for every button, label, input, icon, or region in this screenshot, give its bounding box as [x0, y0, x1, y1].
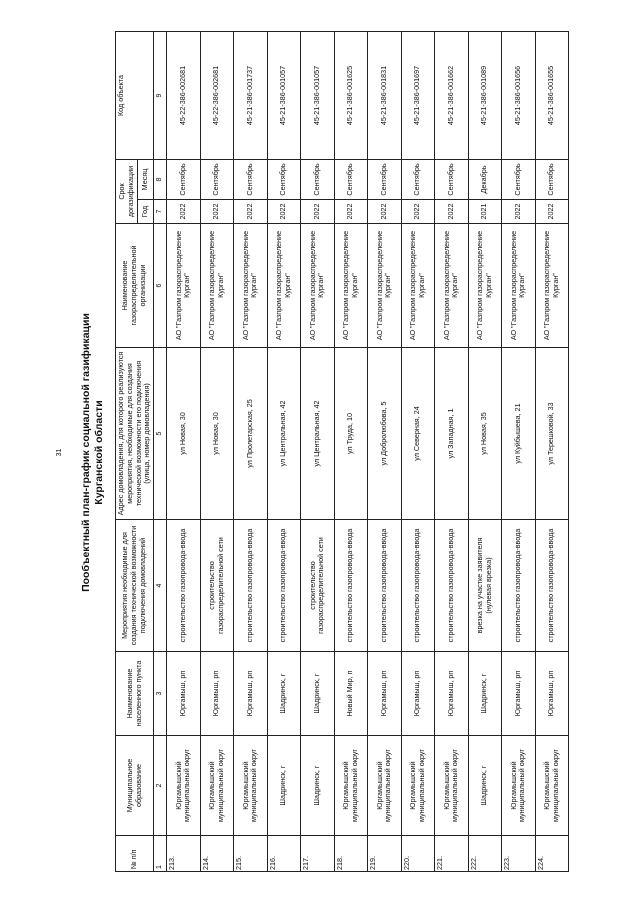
row-code: 45-22-386-002681: [200, 32, 234, 160]
column-number: 1: [154, 836, 167, 872]
row-num: 223.: [502, 836, 536, 872]
row-num: 216.: [267, 836, 301, 872]
row-address: ул Новая, 35: [468, 348, 502, 520]
row-settlement: Шадринск, г: [301, 652, 335, 736]
row-month: Декабрь: [468, 160, 502, 200]
row-org: АО "Газпром газораспределение Курган": [401, 224, 435, 348]
row-measures: врезка на участке заявителя (нулевая врезка): [468, 520, 502, 652]
column-number: 4: [154, 520, 167, 652]
row-municipality: Юргамышский муниципальный округ: [334, 736, 368, 836]
header-settlement: Наименование населенного пункта: [116, 652, 154, 736]
header-address: Адрес домовладения, для которого реализуются мероприятия, необходимые для создания технической возможности его подключения (улица, номер домовладения): [116, 348, 154, 520]
row-settlement: Шадринск, г: [468, 652, 502, 736]
row-municipality: Юргамышский муниципальный округ: [368, 736, 402, 836]
row-num: 221.: [435, 836, 469, 872]
row-num: 218.: [334, 836, 368, 872]
row-measures: строительство газораспределительной сети: [301, 520, 335, 652]
row-year: 2022: [200, 200, 234, 224]
column-number: 7: [154, 200, 167, 224]
row-code: 45-21-386-001625: [334, 32, 368, 160]
row-measures: строительство газопровода-ввода: [234, 520, 268, 652]
table-row: [435, 32, 469, 872]
row-code: 45-21-386-001057: [301, 32, 335, 160]
row-address: ул Добролюбова, 5: [368, 348, 402, 520]
header-term: Срок догазификации: [116, 160, 138, 224]
row-year: 2022: [502, 200, 536, 224]
row-measures: строительство газопровода-ввода: [334, 520, 368, 652]
row-year: 2022: [167, 200, 201, 224]
row-municipality: Шадринск, г: [468, 736, 502, 836]
table-row: [368, 32, 402, 872]
row-municipality: Шадринск, г: [267, 736, 301, 836]
column-number: 3: [154, 652, 167, 736]
column-number: 2: [154, 736, 167, 836]
row-num: 213.: [167, 836, 201, 872]
row-municipality: Юргамышский муниципальный округ: [200, 736, 234, 836]
column-number: 9: [154, 32, 167, 160]
gasification-schedule-table: [115, 31, 569, 872]
row-municipality: Юргамышский муниципальный округ: [234, 736, 268, 836]
row-measures: строительство газопровода-ввода: [502, 520, 536, 652]
row-municipality: Юргамышский муниципальный округ: [401, 736, 435, 836]
row-code: 45-21-386-001662: [435, 32, 469, 160]
document-title-line1: Пообъектный план-график социальной газификации: [80, 313, 92, 592]
row-municipality: Юргамышский муниципальный округ: [435, 736, 469, 836]
document-title-line2: Курганской области: [93, 400, 105, 505]
table-row: [200, 32, 234, 872]
row-num: 214.: [200, 836, 234, 872]
row-org: АО "Газпром газораспределение Курган": [468, 224, 502, 348]
row-year: 2022: [234, 200, 268, 224]
row-year: 2022: [435, 200, 469, 224]
row-org: АО "Газпром газораспределение Курган": [301, 224, 335, 348]
header-org: Наименование газораспределительной организации: [116, 224, 154, 348]
row-address: ул Труда, 10: [334, 348, 368, 520]
row-address: ул Новая, 30: [167, 348, 201, 520]
row-municipality: Юргамышский муниципальный округ: [535, 736, 569, 836]
row-year: 2022: [401, 200, 435, 224]
table-body: [167, 32, 569, 872]
table-row: [535, 32, 569, 872]
row-month: Сентябрь: [200, 160, 234, 200]
row-measures: строительство газораспределительной сети: [200, 520, 234, 652]
header-municipality: Муниципальное образование: [116, 736, 154, 836]
header-code: Код объекта: [116, 32, 154, 160]
row-org: АО "Газпром газораспределение Курган": [234, 224, 268, 348]
row-settlement: Юргамыш, рп: [535, 652, 569, 736]
row-org: АО "Газпром газораспределение Курган": [368, 224, 402, 348]
row-code: 45-21-386-001697: [401, 32, 435, 160]
row-address: ул Пролетарская, 25: [234, 348, 268, 520]
row-settlement: Шадринск, г: [267, 652, 301, 736]
row-settlement: Юргамыш, рп: [435, 652, 469, 736]
row-code: 45-21-386-001737: [234, 32, 268, 160]
row-measures: строительство газопровода-ввода: [167, 520, 201, 652]
row-address: ул Центральная, 42: [267, 348, 301, 520]
row-settlement: Юргамыш, рп: [167, 652, 201, 736]
header-month: Месяц: [138, 160, 154, 200]
table-row: [167, 32, 201, 872]
table-row: [502, 32, 536, 872]
table-row: [401, 32, 435, 872]
row-settlement: Юргамыш, рп: [401, 652, 435, 736]
row-month: Сентябрь: [234, 160, 268, 200]
row-org: АО "Газпром газораспределение Курган": [334, 224, 368, 348]
row-org: АО "Газпром газораспределение Курган": [167, 224, 201, 348]
row-code: 45-21-386-001089: [468, 32, 502, 160]
row-measures: строительство газопровода-ввода: [435, 520, 469, 652]
row-num: 224.: [535, 836, 569, 872]
row-org: АО "Газпром газораспределение Курган": [435, 224, 469, 348]
row-num: 219.: [368, 836, 402, 872]
row-year: 2022: [301, 200, 335, 224]
row-address: ул Центральная, 42: [301, 348, 335, 520]
header-year: Год: [138, 200, 154, 224]
row-municipality: Юргамышский муниципальный округ: [502, 736, 536, 836]
row-org: АО "Газпром газораспределение Курган": [267, 224, 301, 348]
page-number: 31: [56, 448, 63, 457]
row-address: ул Новая, 30: [200, 348, 234, 520]
row-code: 45-21-386-001655: [535, 32, 569, 160]
row-num: 217.: [301, 836, 335, 872]
table-row: [468, 32, 502, 872]
row-org: АО "Газпром газораспределение Курган": [502, 224, 536, 348]
row-code: 45-21-386-001057: [267, 32, 301, 160]
header-measures: Мероприятия необходимые для создания технической возможности подключения домовладений: [116, 520, 154, 652]
row-month: Сентябрь: [167, 160, 201, 200]
row-month: Сентябрь: [368, 160, 402, 200]
row-month: Сентябрь: [502, 160, 536, 200]
row-num: 222.: [468, 836, 502, 872]
row-month: Сентябрь: [435, 160, 469, 200]
row-year: 2022: [334, 200, 368, 224]
row-measures: строительство газопровода-ввода: [401, 520, 435, 652]
row-measures: строительство газопровода-ввода: [535, 520, 569, 652]
row-measures: строительство газопровода-ввода: [267, 520, 301, 652]
row-org: АО "Газпром газораспределение Курган": [535, 224, 569, 348]
row-settlement: Юргамыш, рп: [234, 652, 268, 736]
row-code: 45-21-386-001831: [368, 32, 402, 160]
row-month: Сентябрь: [334, 160, 368, 200]
table-row: [334, 32, 368, 872]
row-month: Сентябрь: [301, 160, 335, 200]
row-year: 2022: [535, 200, 569, 224]
row-year: 2022: [368, 200, 402, 224]
row-settlement: Юргамыш, рп: [368, 652, 402, 736]
column-number: 5: [154, 348, 167, 520]
row-address: ул Терешковой, 33: [535, 348, 569, 520]
row-month: Сентябрь: [401, 160, 435, 200]
row-settlement: Юргамыш, рп: [502, 652, 536, 736]
row-address: ул Куйбышева, 21: [502, 348, 536, 520]
row-num: 220.: [401, 836, 435, 872]
row-settlement: Новый Мир, п: [334, 652, 368, 736]
table-row: [267, 32, 301, 872]
row-org: АО "Газпром газораспределение Курган": [200, 224, 234, 348]
row-num: 215.: [234, 836, 268, 872]
table-row: [301, 32, 335, 872]
table-row: [234, 32, 268, 872]
row-measures: строительство газопровода-ввода: [368, 520, 402, 652]
column-number: 6: [154, 224, 167, 348]
row-year: 2022: [267, 200, 301, 224]
row-address: ул Северная, 24: [401, 348, 435, 520]
row-month: Сентябрь: [267, 160, 301, 200]
row-municipality: Шадринск, г: [301, 736, 335, 836]
column-number: 8: [154, 160, 167, 200]
row-code: 45-22-386-002681: [167, 32, 201, 160]
row-address: ул Западная, 1: [435, 348, 469, 520]
row-settlement: Юргамыш, рп: [200, 652, 234, 736]
header-num: № п/п: [116, 836, 154, 872]
row-year: 2021: [468, 200, 502, 224]
row-municipality: Юргамышский муниципальный округ: [167, 736, 201, 836]
row-code: 45-21-386-001656: [502, 32, 536, 160]
row-month: Сентябрь: [535, 160, 569, 200]
